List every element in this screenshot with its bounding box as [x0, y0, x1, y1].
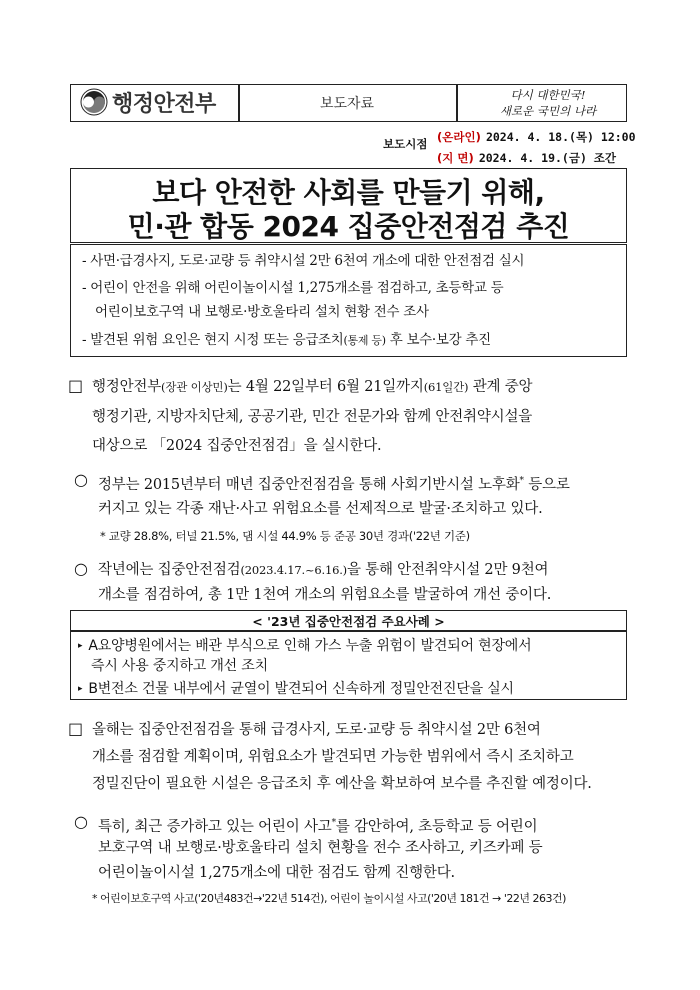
paragraph-line: 개소를 점검할 계획이며, 위험요소가 발견되면 가능한 범위에서 즉시 조치하고 — [92, 749, 574, 765]
paragraph-line: 행정안전부(장관 이상민)는 4월 22일부터 6월 21일까지(61일간) 관계 중앙 — [92, 379, 533, 395]
paragraph-line: 대상으로 「2024 집중안전점검」을 실시한다. — [92, 438, 382, 454]
paragraph-line: 보호구역 내 보행로·방호울타리 설치 현황을 전수 조사하고, 키즈카페 등 — [98, 840, 543, 856]
government-emblem-icon — [80, 88, 108, 116]
case-item: ▸ B변전소 건물 내부에서 균열이 발견되어 신속하게 정밀안전진단을 실시 — [78, 681, 514, 697]
footnote: * 어린이보호구역 사고('20년483건→'22년 514건), 어린이 놀이시설 사고('20년 181건 → '22년 263건) — [92, 892, 566, 905]
release-label: 보도시점 — [383, 137, 428, 151]
paragraph-line: 작년에는 집중안전점검(2023.4.17.~6.16.)을 통해 안전취약시설 2만 9천여 — [98, 562, 549, 578]
summary-bullet-cont: 어린이보호구역 내 보행로·방호울타리 설치 현황 전수 조사 — [95, 304, 429, 320]
summary-bullet: - 발견된 위험 요인은 현지 시정 또는 응급조치(통제 등) 후 보수·보강 추진 — [82, 332, 491, 348]
case-item-cont: 즉시 사용 중지하고 개선 조치 — [91, 658, 268, 674]
paragraph-line: 특히, 최근 증가하고 있는 어린이 사고*를 감안하여, 초등학교 등 어린이 — [98, 818, 538, 835]
release-print: (지 면) 2024. 4. 19.(금) 조간 — [437, 151, 617, 165]
bullet-icon: ▸ — [78, 641, 83, 651]
paragraph-line: 정부는 2015년부터 매년 집중안전점검을 통해 사회기반시설 노후화* 등으로 — [98, 476, 570, 493]
page-title-line1: 보다 안전한 사회를 만들기 위해, — [152, 176, 545, 209]
paragraph-line: 올해는 집중안전점검을 통해 급경사지, 도로·교량 등 취약시설 2만 6천여 — [92, 722, 541, 738]
header-divider — [456, 84, 458, 122]
paragraph-line: 어린이놀이시설 1,275개소에 대한 점검도 함께 진행한다. — [98, 865, 455, 881]
case-item: ▸ A요양병원에서는 배관 부식으로 인해 가스 누출 위험이 발견되어 현장에서 — [78, 638, 532, 654]
paragraph-line: 개소를 점검하여, 총 1만 1천여 개소의 위험요소를 발굴하여 개선 중이다. — [98, 587, 552, 603]
summary-bullet: - 어린이 안전을 위해 어린이놀이시설 1,275개소를 점검하고, 초등학교 등 — [82, 280, 504, 296]
square-bullet: □ — [68, 719, 84, 738]
circle-bullet: ○ — [74, 812, 88, 831]
circle-bullet: ○ — [74, 470, 88, 489]
circle-bullet: ○ — [74, 559, 88, 578]
footnote: * 교량 28.8%, 터널 21.5%, 댐 시설 44.9% 등 준공 30년 경과('22년 기준) — [100, 529, 470, 543]
document-type: 보도자료 — [319, 96, 375, 112]
release-online: (온라인) 2024. 4. 18.(목) 12:00 — [437, 130, 636, 144]
paragraph-line: 커지고 있는 각종 재난·사고 위험요소를 선제적으로 발굴·조치하고 있다. — [98, 501, 543, 517]
summary-bullet: - 사면·급경사지, 도로·교량 등 취약시설 2만 6천여 개소에 대한 안전점검 실시 — [82, 253, 525, 269]
paragraph-line: 정밀진단이 필요한 시설은 응급조치 후 예산을 확보하여 보수를 추진할 예정이다. — [92, 776, 592, 792]
square-bullet: □ — [68, 376, 84, 395]
case-box-title: < '23년 집중안전점검 주요사례 > — [252, 614, 445, 629]
ministry-name: 행정안전부 — [112, 92, 216, 117]
bullet-icon: ▸ — [78, 684, 83, 694]
paragraph-line: 행정기관, 지방자치단체, 공공기관, 민간 전문가와 함께 안전취약시설을 — [92, 409, 533, 425]
handwritten-slogan: 다시 대한민국! 새로운 국민의 나라 — [499, 88, 597, 118]
page-title-line2: 민·관 합동 2024 집중안전점검 추진 — [127, 210, 570, 243]
case-box-divider — [70, 630, 627, 632]
